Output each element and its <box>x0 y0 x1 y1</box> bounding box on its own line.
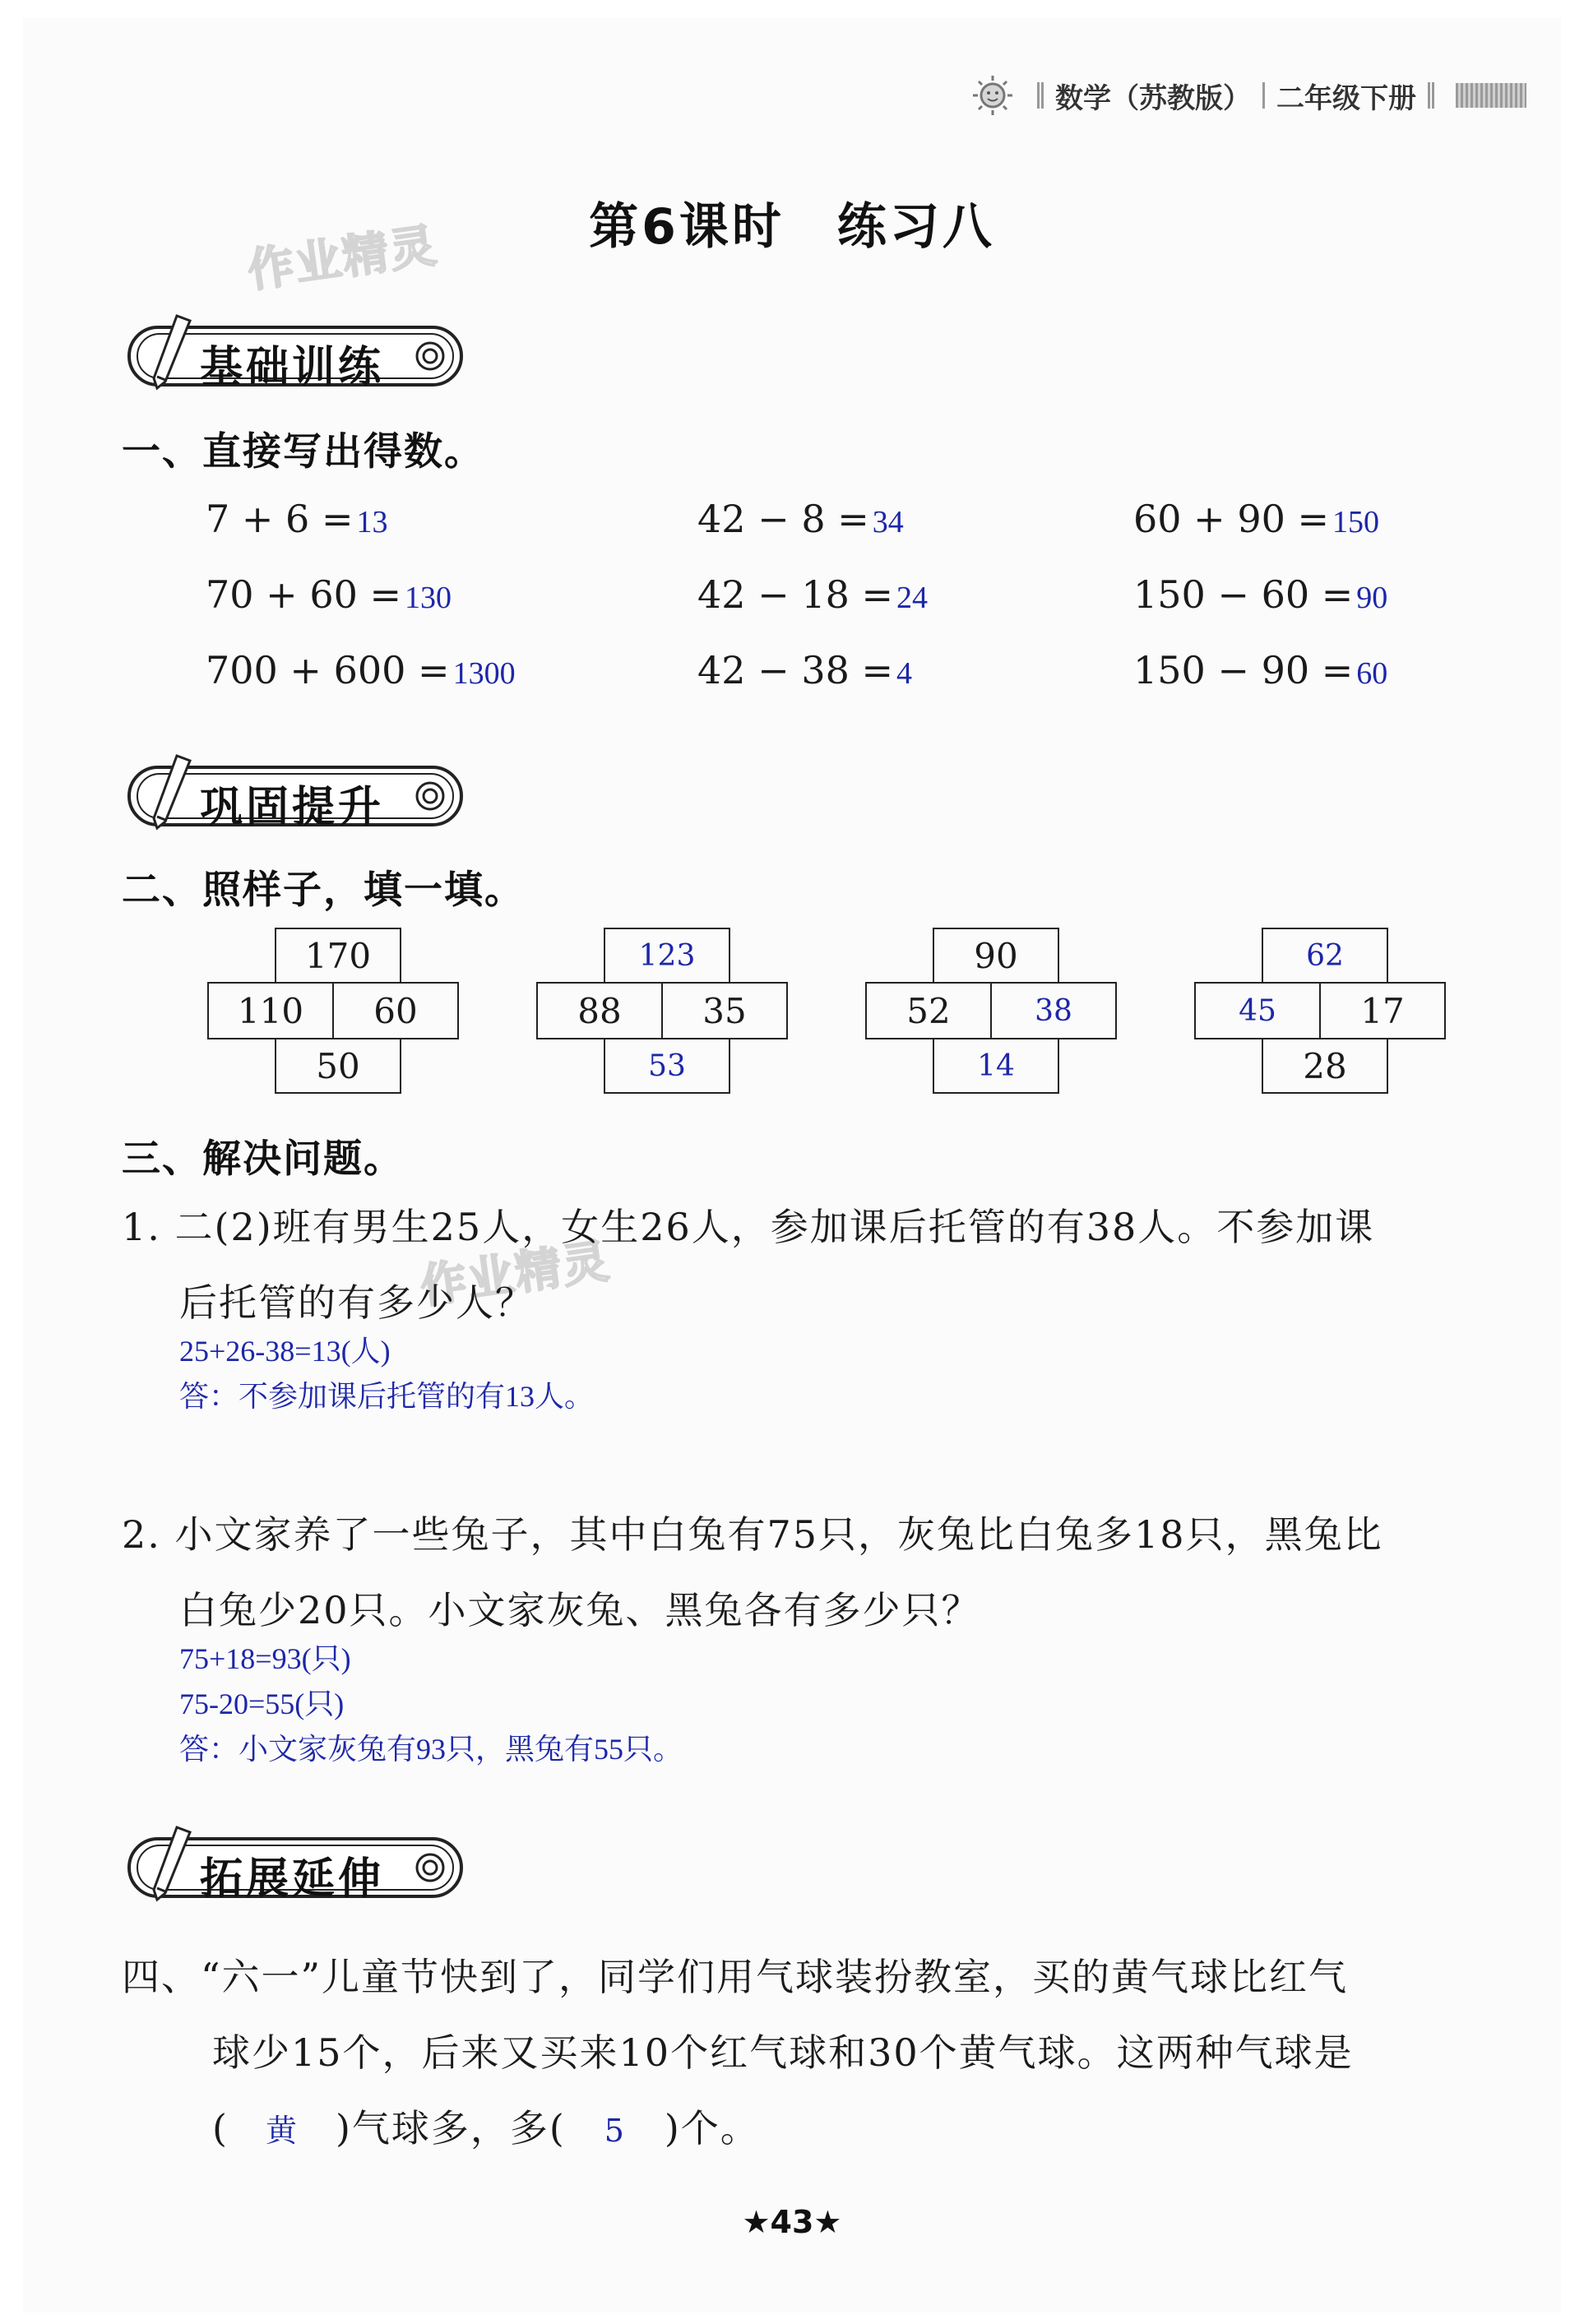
problem-2-line2: 白兔少20只。小文家灰兔、黑兔各有多少只？ <box>179 1588 981 1632</box>
q4-answer-count: 5 <box>604 2113 626 2149</box>
section-label-extend: 拓展延伸 <box>200 1854 385 1904</box>
q4-answer-color: 黄 <box>265 2113 299 2149</box>
calc-expr: 42 − 38 = <box>697 648 894 692</box>
problem-4 <box>122 1939 1354 2169</box>
cross-right: 60 <box>332 982 459 1039</box>
calc-answer: 13 <box>356 505 388 539</box>
calc-answer: 24 <box>896 581 929 615</box>
problem-4-line1: 四、“六一”儿童节快到了，同学们用气球装扮教室，买的黄气球比红气 <box>122 1955 1349 1999</box>
q2-heading: 二、照样子，填一填。 <box>122 868 525 913</box>
calc-item <box>697 648 912 692</box>
cross-right-answer: 38 <box>990 982 1117 1039</box>
problem-1-line2: 后托管的有多少人？ <box>179 1280 535 1325</box>
q4-text: )个。 <box>664 2106 760 2150</box>
watermark: 作业精灵 <box>244 219 442 299</box>
cross-top-answer: 62 <box>1262 928 1388 984</box>
page-number: ★43★ <box>742 2204 842 2240</box>
header-divider <box>1037 82 1044 109</box>
cross-box <box>207 928 459 1095</box>
problem-4-line2: 球少15个，后来又买来10个红气球和30个黄气球。这两种气球是 <box>212 2030 1354 2075</box>
problem-1-line1: 1. 二(2)班有男生25人，女生26人，参加课后托管的有38人。不参加课 <box>122 1205 1375 1249</box>
q4-text: )气球多，多( <box>335 2106 566 2150</box>
calc-answer: 90 <box>1356 581 1388 615</box>
cross-left: 88 <box>536 982 663 1039</box>
calc-item <box>697 497 904 541</box>
cross-left: 52 <box>865 982 992 1039</box>
header-subject: 数学（苏教版） <box>1055 81 1251 115</box>
cross-box <box>536 928 788 1095</box>
cross-box <box>1194 928 1446 1095</box>
section-badge-extend <box>119 1824 473 1910</box>
calc-expr: 150 − 60 = <box>1133 572 1354 617</box>
section-label-consolidate: 巩固提升 <box>200 783 385 832</box>
lesson-title: 第6课时 练习八 <box>589 198 995 256</box>
calc-expr: 60 + 90 = <box>1133 497 1330 541</box>
calc-answer: 4 <box>896 656 913 691</box>
cross-right: 35 <box>661 982 788 1039</box>
cross-bottom: 50 <box>275 1038 401 1094</box>
cross-left-answer: 45 <box>1194 982 1321 1039</box>
calc-expr: 700 + 600 = <box>206 648 450 692</box>
calc-answer: 34 <box>872 505 904 539</box>
problem-1-work <box>179 1329 594 1419</box>
answer-line: 答：不参加课后托管的有13人。 <box>179 1380 595 1413</box>
calc-item <box>1133 648 1387 692</box>
sun-icon <box>968 72 1017 118</box>
problem-2-line1: 2. 小文家养了一些兔子，其中白兔有75只，灰兔比白兔多18只，黑兔比 <box>122 1512 1383 1557</box>
cross-left: 110 <box>207 982 334 1039</box>
q1-heading: 一、直接写出得数。 <box>122 429 484 475</box>
cross-right: 17 <box>1319 982 1446 1039</box>
calc-item <box>206 572 452 617</box>
cross-top: 170 <box>275 928 401 984</box>
work-line: 75+18=93(只) <box>179 1642 351 1675</box>
calc-expr: 150 − 90 = <box>1133 648 1354 692</box>
calc-item <box>697 572 928 617</box>
watermark: 作业精灵 <box>417 1234 614 1314</box>
calc-expr: 7 + 6 = <box>206 497 354 541</box>
header-divider <box>1428 82 1434 109</box>
answer-line: 答：小文家灰兔有93只，黑兔有55只。 <box>179 1733 683 1766</box>
calc-item <box>1133 572 1387 617</box>
cross-bottom-answer: 53 <box>604 1038 730 1094</box>
cross-top: 90 <box>933 928 1059 984</box>
page-header <box>968 72 1526 118</box>
problem-2 <box>122 1497 1383 1648</box>
calc-expr: 42 − 8 = <box>697 497 869 541</box>
calc-item <box>206 497 388 541</box>
work-line: 75-20=55(只) <box>179 1687 345 1720</box>
header-grade: 二年级下册 <box>1276 81 1416 115</box>
calc-item <box>206 648 516 692</box>
calc-answer: 60 <box>1356 656 1388 691</box>
problem-4-line3 <box>122 2090 1354 2169</box>
calc-item <box>1133 497 1379 541</box>
calc-answer: 130 <box>405 581 452 615</box>
cross-top-answer: 123 <box>604 928 730 984</box>
calc-answer: 150 <box>1332 505 1380 539</box>
cross-box <box>865 928 1117 1095</box>
section-badge-consolidate <box>119 752 473 838</box>
q3-heading: 三、解决问题。 <box>122 1137 404 1182</box>
header-divider <box>1262 82 1265 109</box>
cross-bottom-answer: 14 <box>933 1038 1059 1094</box>
cross-bottom: 28 <box>1262 1038 1388 1094</box>
calc-expr: 42 − 18 = <box>697 572 894 617</box>
work-line: 25+26-38=13(人) <box>179 1335 391 1368</box>
problem-2-work <box>179 1637 683 1772</box>
q4-text: ( <box>212 2106 229 2150</box>
header-tail-bar <box>1456 83 1526 108</box>
calc-expr: 70 + 60 = <box>206 572 402 617</box>
section-badge-basic <box>119 312 473 398</box>
section-label-basic: 基础训练 <box>200 343 385 392</box>
calc-answer: 1300 <box>452 656 516 691</box>
problem-1 <box>122 1189 1374 1340</box>
